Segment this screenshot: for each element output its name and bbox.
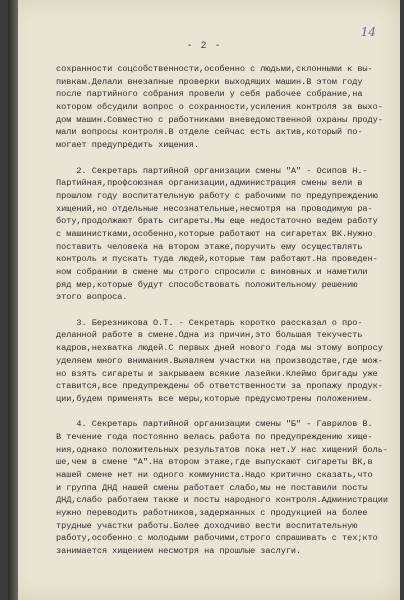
text-line: и группа ДНД нашей смены работает слабо,мы не поставили посты bbox=[56, 482, 368, 493]
text-line: нашей смене нет ни одного коммуниста.Надо критично сказать,что bbox=[56, 470, 373, 480]
text-line: кадров,нехватка людей.С первых дней нового года мы этому вопросу bbox=[56, 343, 383, 354]
text-line: ции,будем применять все меры,которые предусмотрены положением. bbox=[56, 393, 373, 404]
text-line: деланной работе в смене.Одна из причин,это большая текучесть bbox=[56, 330, 363, 341]
text-line: могает предупредить хищения. bbox=[56, 140, 199, 151]
document-page bbox=[8, 0, 400, 600]
text-line: ше,чем в смене "А".На втором этаже,где выпускают сигареты ВК,в bbox=[56, 457, 373, 468]
text-line: контроль и пускать туда людей,которые там работают.На проведен- bbox=[56, 254, 378, 265]
text-line: 4. Секретарь партийной организации смены "Б" - Гаврилов В. bbox=[56, 419, 373, 430]
text-line: 2. Секретарь партийной организации смены "А" - Осипов Н.- bbox=[56, 165, 368, 176]
text-line: ставится,все предупреждены об ответственности за пропажу продук- bbox=[56, 381, 383, 392]
text-line: ДНД,слабо работаем также и посты народного контроля.Администрации bbox=[56, 495, 388, 506]
text-line: котором обсудили вопрос о сохранности,усиления контроля за выхо- bbox=[56, 102, 383, 113]
text-line: но взять сигареты и закрываем всякие лазейки.Клеймо бригады уже bbox=[56, 368, 378, 379]
text-line: В течение года постоянно велась работа по предупреждению хище- bbox=[56, 431, 373, 442]
text-line: с машинистками,особенно,которые работают на сигаретах ВК.Нужно bbox=[56, 228, 373, 239]
text-line: занимается хищением несмотря на прошлые заслуги. bbox=[56, 546, 302, 557]
text-line: хищений,но отдельные несознательные,несмотря на проводимую ра- bbox=[56, 203, 373, 214]
text-line: ния,однако положительных результатов пока нет.У нас хищений боль- bbox=[56, 444, 388, 455]
paragraph bbox=[56, 418, 396, 558]
page-edge-shadow bbox=[8, 0, 18, 600]
text-line: мали вопросы контроля.В отделе сейчас есть актив,который по- bbox=[56, 127, 363, 138]
archive-sheet-number: 14 bbox=[360, 25, 376, 39]
text-line: боту,продолжают брать сигареты.Мы еще недостаточно ведем работу bbox=[56, 216, 378, 227]
text-line: трудные участки работы.Более доходчиво вести воспитательную bbox=[56, 520, 358, 531]
text-line: 3. Березникова О.Т. - Секретарь коротко рассказал о про- bbox=[56, 317, 363, 328]
paragraph bbox=[56, 63, 396, 152]
text-line: ряд мер,которые будут способствовать положительному решению bbox=[56, 279, 358, 290]
text-line: дом машин.Совместно с работниками вневедомственной охраны проду- bbox=[56, 114, 383, 125]
document-body bbox=[56, 63, 396, 558]
paragraph bbox=[56, 165, 396, 305]
text-line: Партийная,профсоюзная организации,администрация смены вели в bbox=[56, 178, 363, 189]
text-line: после партийного собрания провели у себя рабочее собрание,на bbox=[56, 89, 363, 100]
text-line: работу,особенно с молодыми рабочими,строго спрашивать с тех;кто bbox=[56, 533, 378, 544]
text-line: нужно переводить работников,задержанных с продукцией на более bbox=[56, 508, 368, 519]
text-line: ном собрании в смене мы строго спросили с виновных и наметили bbox=[56, 267, 368, 277]
paragraph-spacer bbox=[56, 152, 396, 165]
paragraph-spacer bbox=[56, 304, 396, 317]
page-number: - 2 - bbox=[186, 41, 222, 52]
text-line: уделяем много внимания.Выявляем участки на производстве,где мож- bbox=[56, 355, 383, 366]
text-line: поставить человека на втором этаже,поручить ему осуществлять bbox=[56, 241, 363, 252]
text-line: прошлом году воспитательную работу с рабочими по предупреждению bbox=[56, 190, 378, 201]
text-line: сохранности соцсобственности,особенно с людьми,склонными к вы- bbox=[56, 64, 373, 74]
text-line: пивкам.Делали внезапные проверки выходящих машин.В этом году bbox=[56, 76, 363, 87]
paragraph bbox=[56, 317, 396, 406]
text-line: этого вопроса. bbox=[56, 292, 128, 303]
paragraph-spacer bbox=[56, 406, 396, 419]
